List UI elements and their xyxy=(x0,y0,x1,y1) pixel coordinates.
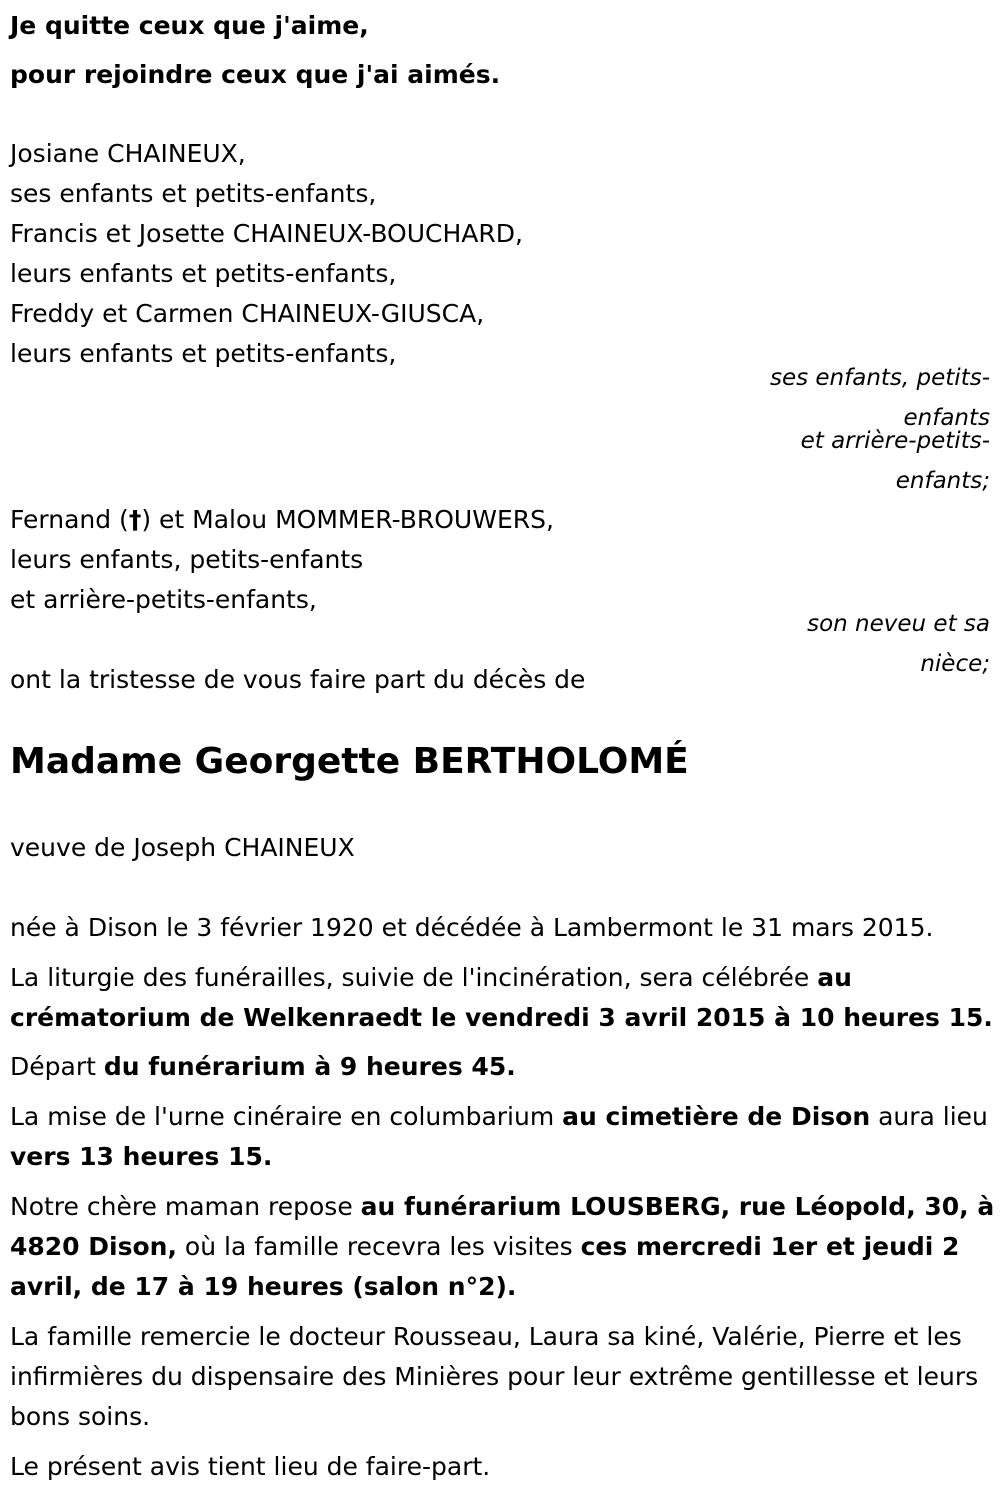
family-line: leurs enfants et petits-enfants, xyxy=(10,259,397,288)
cross-icon: † xyxy=(128,505,142,534)
relation-2-line-2: nièce; xyxy=(920,651,990,677)
closing: Le présent avis tient lieu de faire-part. xyxy=(10,1452,491,1481)
family-line: ses enfants et petits-enfants, xyxy=(10,179,377,208)
rest-text-2: où la famille recevra les visites xyxy=(176,1232,581,1261)
relation-1-line-2: enfants xyxy=(903,405,990,431)
liturgy-paragraph xyxy=(10,958,995,1038)
urn-text-2: aura lieu xyxy=(870,1102,988,1131)
departure-paragraph xyxy=(10,1047,995,1087)
family-line: leurs enfants et petits-enfants, xyxy=(10,339,397,368)
relation-2-line-1: son neveu et sa xyxy=(807,611,990,637)
birth-death: née à Dison le 3 février 1920 et décédée à Lambermont le 31 mars 2015. xyxy=(10,913,934,942)
relation-1-line-4: enfants; xyxy=(895,468,990,494)
rest-paragraph xyxy=(10,1187,995,1307)
family-line: Francis et Josette CHAINEUX-BOUCHARD, xyxy=(10,219,523,248)
family-2-text-after: ) et Malou MOMMER-BROUWERS, xyxy=(141,505,554,534)
announcement: ont la tristesse de vous faire part du décès de xyxy=(10,665,586,694)
family-2-line-3: et arrière-petits-enfants, xyxy=(10,585,317,614)
liturgy-bold: au crématorium de Welkenraedt le vendredi 3 avril 2015 à 10 heures 15. xyxy=(10,963,993,1032)
urn-bold-1: au cimetière de Dison xyxy=(562,1102,871,1131)
thanks-paragraph: La famille remercie le docteur Rousseau, Laura sa kiné, Valérie, Pierre et les infirmières du dispensaire des Minières pour leur extrême gentillesse et leurs bons soins. xyxy=(10,1322,979,1431)
urn-bold-2: vers 13 heures 15. xyxy=(10,1142,273,1171)
family-line: Freddy et Carmen CHAINEUX-GIUSCA, xyxy=(10,299,485,328)
relation-1-line-1: ses enfants, petits- xyxy=(769,365,990,391)
departure-bold: du funérarium à 9 heures 45. xyxy=(103,1052,516,1081)
urn-text-1: La mise de l'urne cinéraire en columbarium xyxy=(10,1102,563,1131)
departure-text: Départ xyxy=(10,1052,104,1081)
widow-of: veuve de Joseph CHAINEUX xyxy=(10,833,355,862)
family-2-text-before: Fernand ( xyxy=(10,505,129,534)
relation-1-line-3: et arrière-petits- xyxy=(800,428,990,454)
family-2-line-1 xyxy=(10,500,554,540)
epigraph-line-2: pour rejoindre ceux que j'ai aimés. xyxy=(10,60,501,89)
deceased-name: Madame Georgette BERTHOLOMÉ xyxy=(10,741,689,782)
liturgy-text: La liturgie des funérailles, suivie de l'incinération, sera célébrée xyxy=(10,963,818,992)
urn-paragraph xyxy=(10,1097,995,1177)
family-2-line-2: leurs enfants, petits-enfants xyxy=(10,545,364,574)
family-line: Josiane CHAINEUX, xyxy=(10,139,246,168)
rest-text-1: Notre chère maman repose xyxy=(10,1192,361,1221)
rest-bold-2: ces mercredi 1er et jeudi 2 avril, de 17 à 19 heures (salon n°2). xyxy=(10,1232,960,1301)
rest-bold-1: au funérarium LOUSBERG, rue Léopold, 30, à 4820 Dison, xyxy=(10,1192,995,1261)
epigraph-line-1: Je quitte ceux que j'aime, xyxy=(10,11,369,40)
